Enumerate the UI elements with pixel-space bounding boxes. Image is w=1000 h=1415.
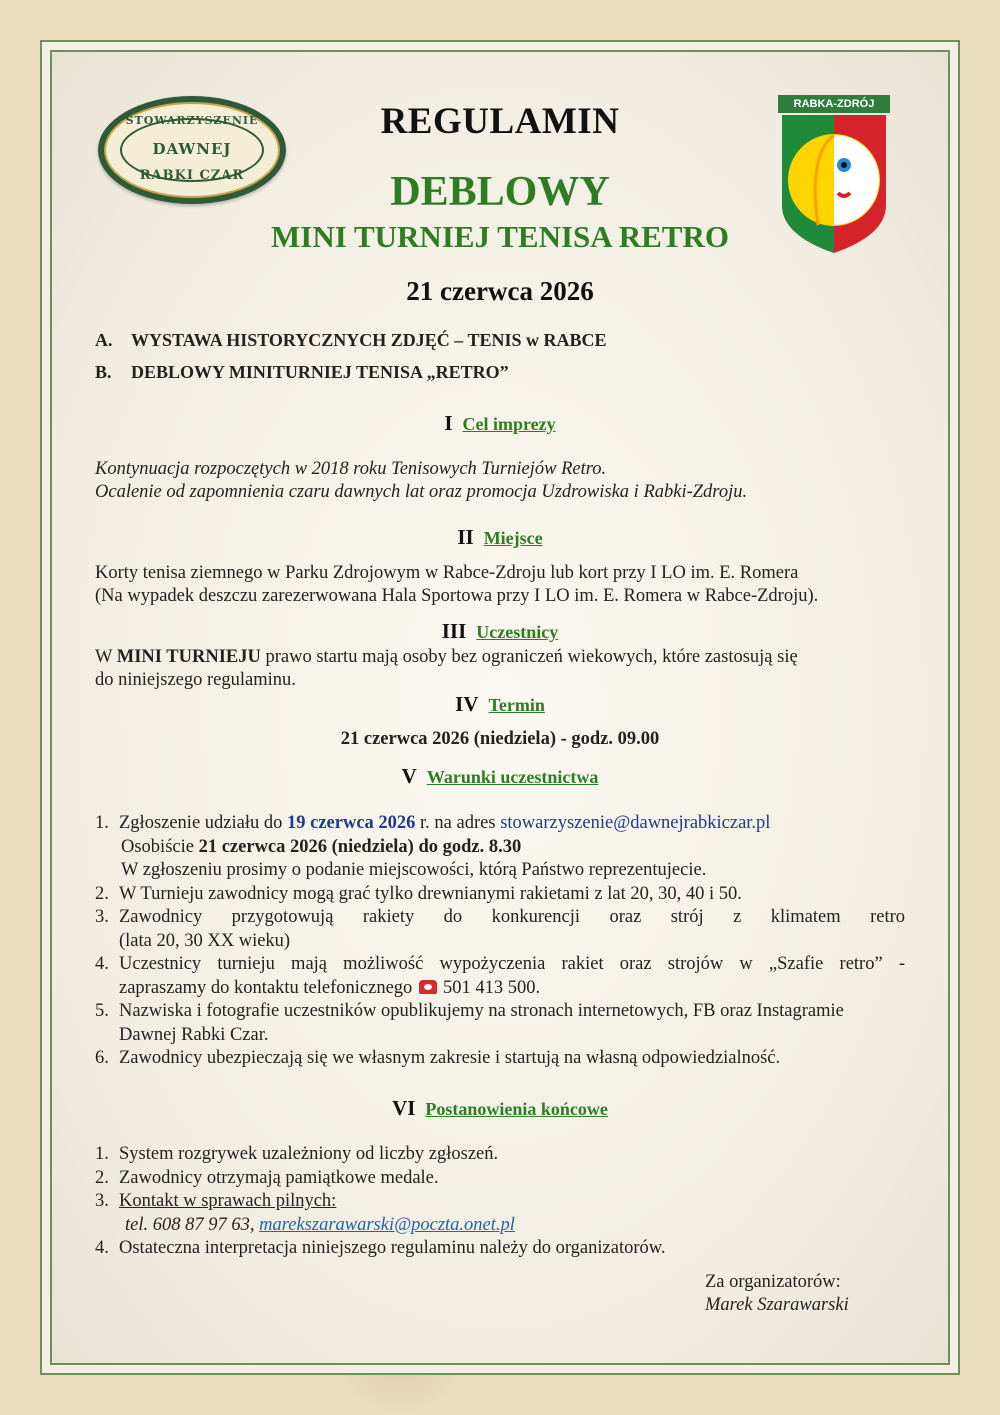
logo-text-middle: DAWNEJ <box>152 140 232 158</box>
event-date: 21 czerwca 2026 <box>406 276 594 306</box>
section-text-uczestnicy: W MINI TURNIEJU prawo startu mają osoby bez ograniczeń wiekowych, które zastosują się do niniejszego regulaminu. <box>95 647 798 690</box>
title-regulamin: REGULAMIN <box>380 101 620 142</box>
logo-text-top: STOWARZYSZENIE <box>125 114 259 127</box>
logo-text-bottom: RABKI CZAR <box>139 168 245 183</box>
list-item: 2. Zawodnicy otrzymają pamiątkowe medale. <box>95 1167 439 1188</box>
conditions-list <box>95 812 905 1071</box>
phone-icon <box>419 980 437 994</box>
program-item-a: A. WYSTAWA HISTORYCZNYCH ZDJĘĆ – TENIS w RABCE <box>95 330 607 350</box>
section-heading-postanowienia: VI Postanowienia końcowe <box>392 1096 608 1120</box>
section-heading-miejsce: II Miejsce <box>457 525 543 549</box>
termin-date-time: 21 czerwca 2026 (niedziela) - godz. 09.00 <box>340 729 660 749</box>
list-item: 3. Zawodnicy przygotowują rakiety do konkurencji oraz strój z klimatem retro (lata 20, 30 XX wieku) <box>95 907 905 951</box>
contact-email-link[interactable]: marekszarawarski@poczta.onet.pl <box>259 1214 515 1235</box>
section-heading-termin: IV Termin <box>455 692 545 716</box>
title-deblowy: DEBLOWY <box>390 169 610 215</box>
signature-block <box>705 1271 849 1317</box>
section-heading-cel: I Cel imprezy <box>444 411 556 435</box>
program-item-b: B. DEBLOWY MINITURNIEJ TENISA „RETRO” <box>95 362 509 382</box>
list-item: 4. Ostateczna interpretacja niniejszego regulaminu należy do organizatorów. <box>95 1238 666 1258</box>
signature-label: Za organizatorów: <box>705 1272 841 1292</box>
section-heading-warunki: V Warunki uczestnictwa <box>401 764 599 788</box>
list-item: 1. Zgłoszenie udziału do 19 czerwca 2026 r. na adres stowarzyszenie@dawnejrabkiczar.pl Osobiście 21 czerwca 2026 (niedziela) do godz. 8.30 W zgłoszeniu prosimy o podanie miejscowości, którą Państwo reprezentujecie. <box>95 813 771 880</box>
list-item: 4. Uczestnicy turnieju mają możliwość wypożyczenia rakiet oraz strojów w „Szafie retro” - zapraszamy do kontaktu telefonicznego 501 413 500. <box>95 954 905 998</box>
signature-name: Marek Szarawarski <box>705 1295 849 1315</box>
registration-email-link[interactable]: stowarzyszenie@dawnejrabkiczar.pl <box>500 813 771 833</box>
title-mini-turniej: MINI TURNIEJ TENISA RETRO <box>271 219 729 254</box>
final-provisions-list <box>95 1143 905 1261</box>
section-text-miejsce: Korty tenisa ziemnego w Parku Zdrojowym w Rabce-Zdroju lub kort przy I LO im. E. Romera (Na wypadek deszczu zarezerwowana Hala Sportowa przy I LO im. E. Romera w Rabce-Zdroju). <box>95 563 819 606</box>
list-item: 3. Kontakt w sprawach pilnych: tel. 608 87 97 63, marekszarawarski@poczta.onet.pl <box>95 1191 515 1235</box>
section-text-cel: Kontynuacja rozpoczętych w 2018 roku Tenisowych Turniejów Retro. Ocalenie od zapomnienia czaru dawnych lat oraz promocja Uzdrowiska i Rabki-Zdroju. <box>95 459 748 502</box>
list-item: 6. Zawodnicy ubezpieczają się we własnym zakresie i startują na własną odpowiedzialność. <box>95 1048 781 1068</box>
section-heading-uczestnicy: III Uczestnicy <box>441 619 559 643</box>
list-item: 2. W Turnieju zawodnicy mogą grać tylko drewnianymi rakietami z lat 20, 30, 40 i 50. <box>95 883 742 904</box>
list-item: 5. Nazwiska i fotografie uczestników opublikujemy na stronach internetowych, FB oraz Instagramie Dawnej Rabki Czar. <box>95 1001 844 1045</box>
list-item: 1. System rozgrywek uzależniony od liczby zgłoszeń. <box>95 1144 499 1164</box>
crest-label: RABKA-ZDRÓJ <box>778 95 890 113</box>
